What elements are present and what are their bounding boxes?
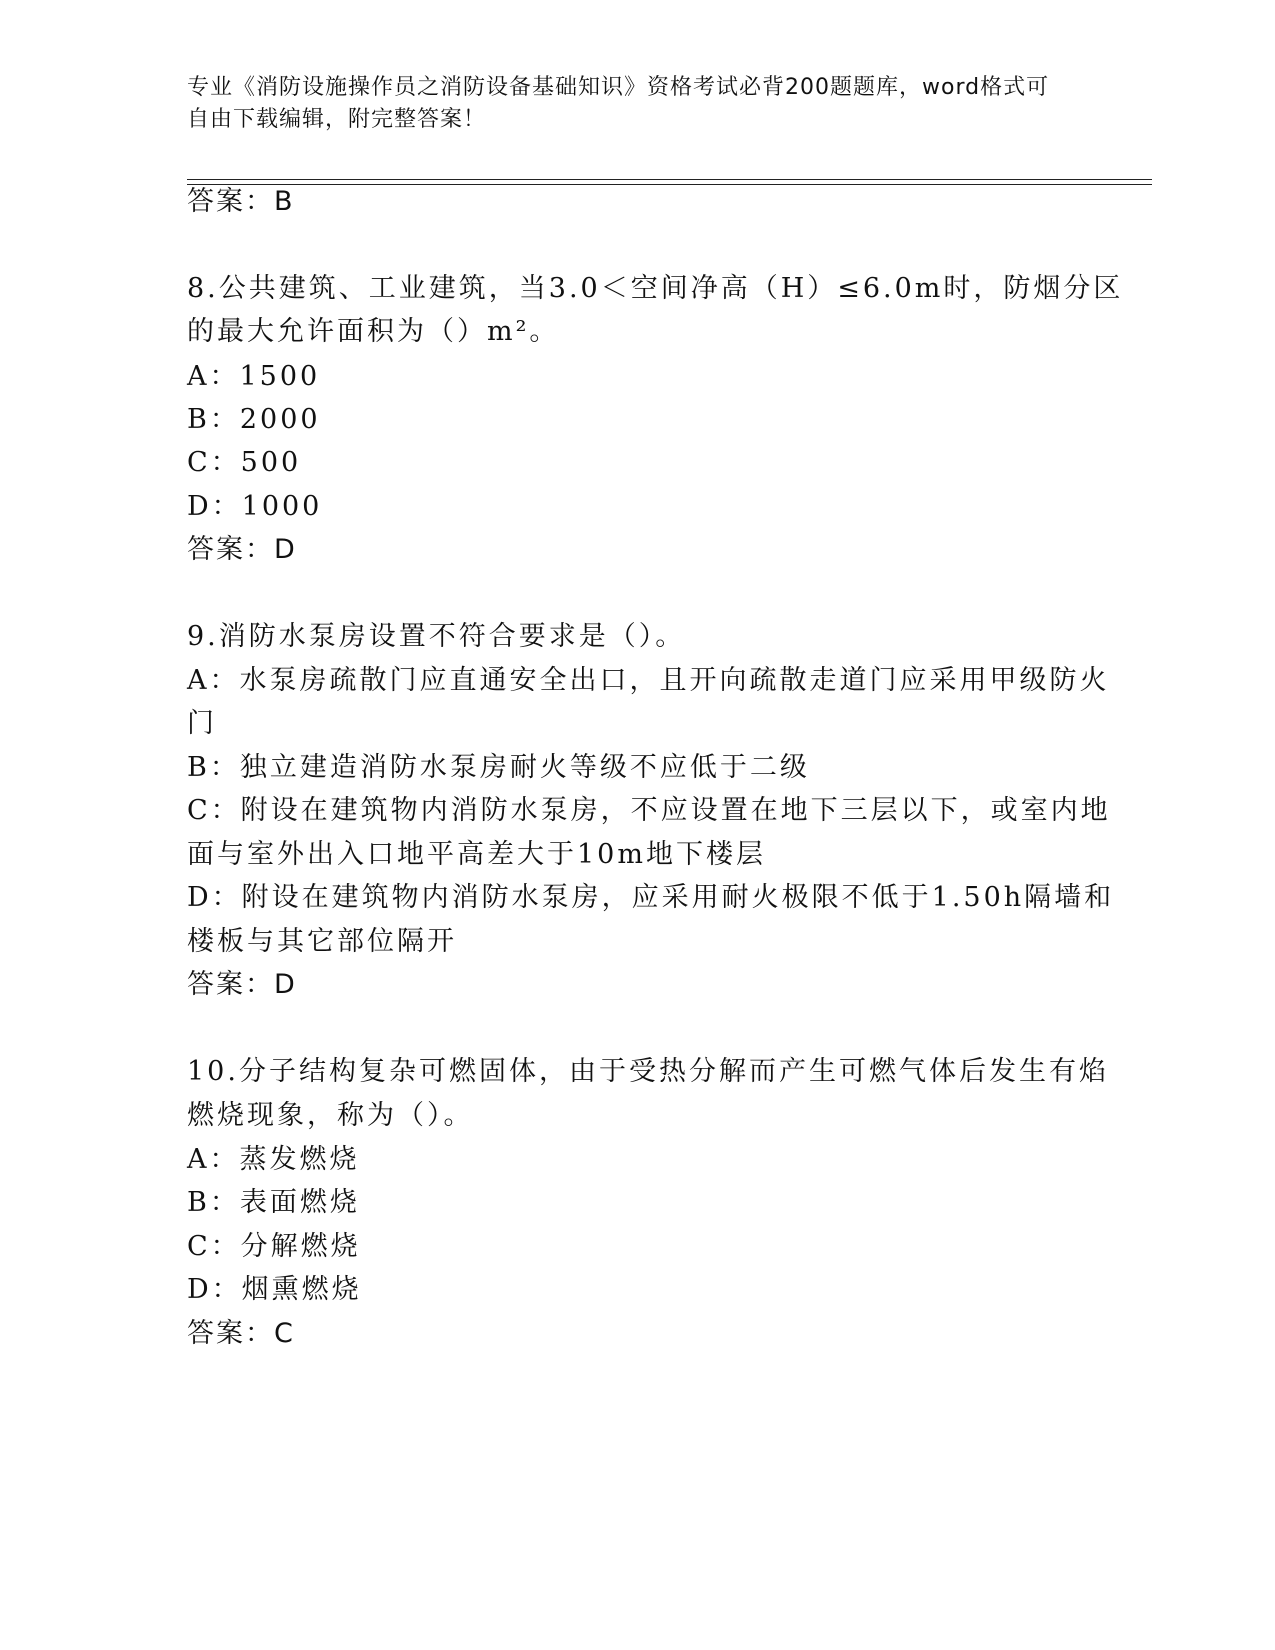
question-9-answer: 答案：D xyxy=(187,969,297,1000)
question-9-option-c-line-1: C：附设在建筑物内消防水泵房，不应设置在地下三层以下，或室内地 xyxy=(187,795,1111,826)
question-9-option-c-line-2: 面与室外出入口地平高差大于10m地下楼层 xyxy=(187,839,766,870)
question-10-answer: 答案：C xyxy=(187,1318,295,1349)
question-8-option-a: A：1500 xyxy=(187,361,321,392)
question-8-stem-line-1: 8.公共建筑、工业建筑，当3.0＜空间净高（H）≤6.0m时，防烟分区 xyxy=(187,273,1124,304)
question-8-stem-line-2: 的最大允许面积为（）m²。 xyxy=(187,316,560,347)
question-8-option-b: B：2000 xyxy=(187,404,321,435)
header-divider-top xyxy=(187,179,1152,180)
question-10-option-b: B：表面燃烧 xyxy=(187,1187,360,1218)
question-10-option-a: A：蒸发燃烧 xyxy=(187,1144,360,1175)
question-10-stem-line-1: 10.分子结构复杂可燃固体，由于受热分解而产生可燃气体后发生有焰 xyxy=(187,1056,1109,1087)
question-8-option-c: C：500 xyxy=(187,447,302,478)
header-divider-bottom xyxy=(187,184,1152,185)
question-9-option-a-line-2: 门 xyxy=(187,708,217,739)
question-9-option-a-line-1: A：水泵房疏散门应直通安全出口，且开向疏散走道门应采用甲级防火 xyxy=(187,665,1110,696)
question-9-option-d-line-2: 楼板与其它部位隔开 xyxy=(187,926,457,957)
question-9-stem-line-1: 9.消防水泵房设置不符合要求是（）。 xyxy=(187,621,686,652)
question-8-option-d: D：1000 xyxy=(187,491,323,522)
question-10-option-c: C：分解燃烧 xyxy=(187,1231,361,1262)
question-9-option-b: B：独立建造消防水泵房耐火等级不应低于二级 xyxy=(187,752,810,783)
document-header: 专业《消防设施操作员之消防设备基础知识》资格考试必背200题题库，word格式可自由下载编辑，附完整答案！ xyxy=(187,75,1050,132)
question-8-answer: 答案：D xyxy=(187,534,297,565)
question-10-stem-line-2: 燃烧现象，称为（）。 xyxy=(187,1100,474,1131)
previous-question-answer: 答案：B xyxy=(187,186,295,217)
question-10-option-d: D：烟熏燃烧 xyxy=(187,1274,362,1305)
question-9-option-d-line-1: D：附设在建筑物内消防水泵房，应采用耐火极限不低于1.50h隔墙和 xyxy=(187,882,1115,913)
